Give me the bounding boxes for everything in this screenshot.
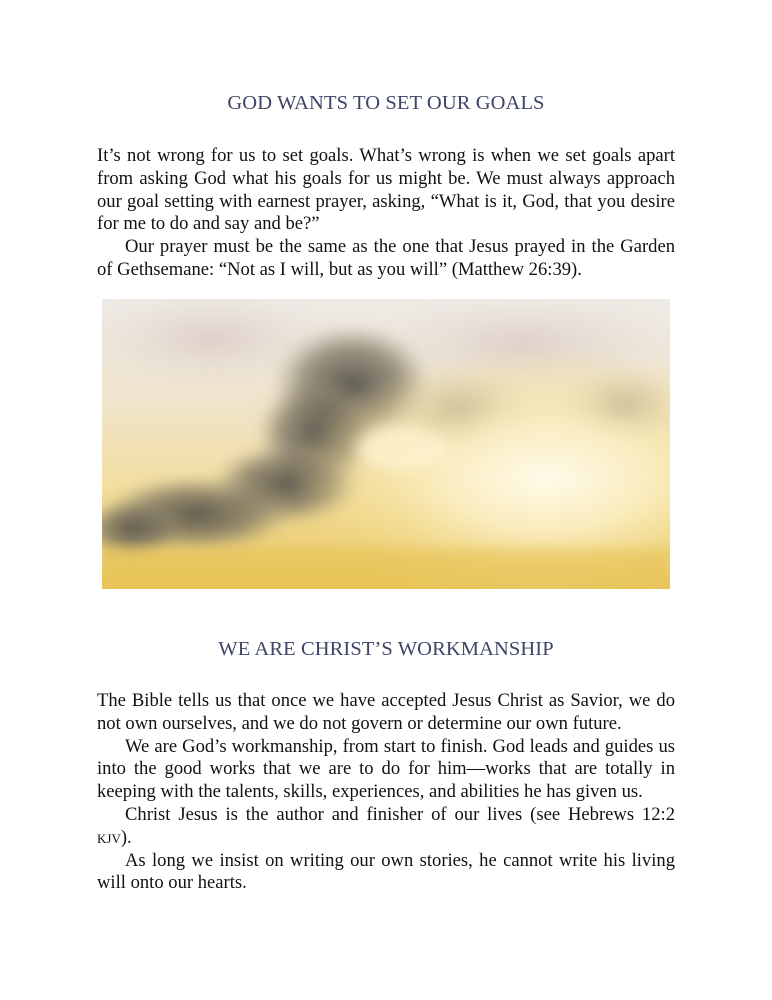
paragraph-text: ). (120, 826, 132, 848)
paragraph: The Bible tells us that once we have accepted Jesus Christ as Savior, we do not own ourselves, and we do not govern or determine our own future. (97, 690, 675, 734)
paragraph: We are God’s workmanship, from start to finish. God leads and guides us into the good works that we are to do for him—works that are totally in keeping with the talents, skills, experiences, and abilities he has given us. (97, 735, 675, 803)
paragraph-text: Christ Jesus is the author and finisher of our lives (see Hebrews 12:2 (125, 803, 675, 825)
paragraph: Our prayer must be the same as the one that Jesus prayed in the Garden of Gethsemane: “Not as I will, but as you will” (Matthew 26:39). (97, 236, 675, 280)
bible-version-abbrev: kjv (97, 826, 121, 848)
paragraph: As long we insist on writing our own stories, he cannot write his living will onto our hearts. (97, 849, 675, 894)
paragraph: It’s not wrong for us to set goals. What’s wrong is when we set goals apart from asking God what his goals for us might be. We must always approach our goal setting with earnest prayer, asking, “What is it, God, that you desire for me to do and say and be?” (97, 145, 675, 235)
paragraph (97, 804, 675, 850)
section-heading-workmanship: WE ARE CHRIST’S WORKMANSHIP (218, 638, 554, 660)
section-body-goals (97, 145, 675, 282)
sunlit-clouds-photo (102, 299, 670, 589)
section-body-workmanship (97, 690, 675, 895)
section-heading-goals: GOD WANTS TO SET OUR GOALS (227, 92, 545, 114)
